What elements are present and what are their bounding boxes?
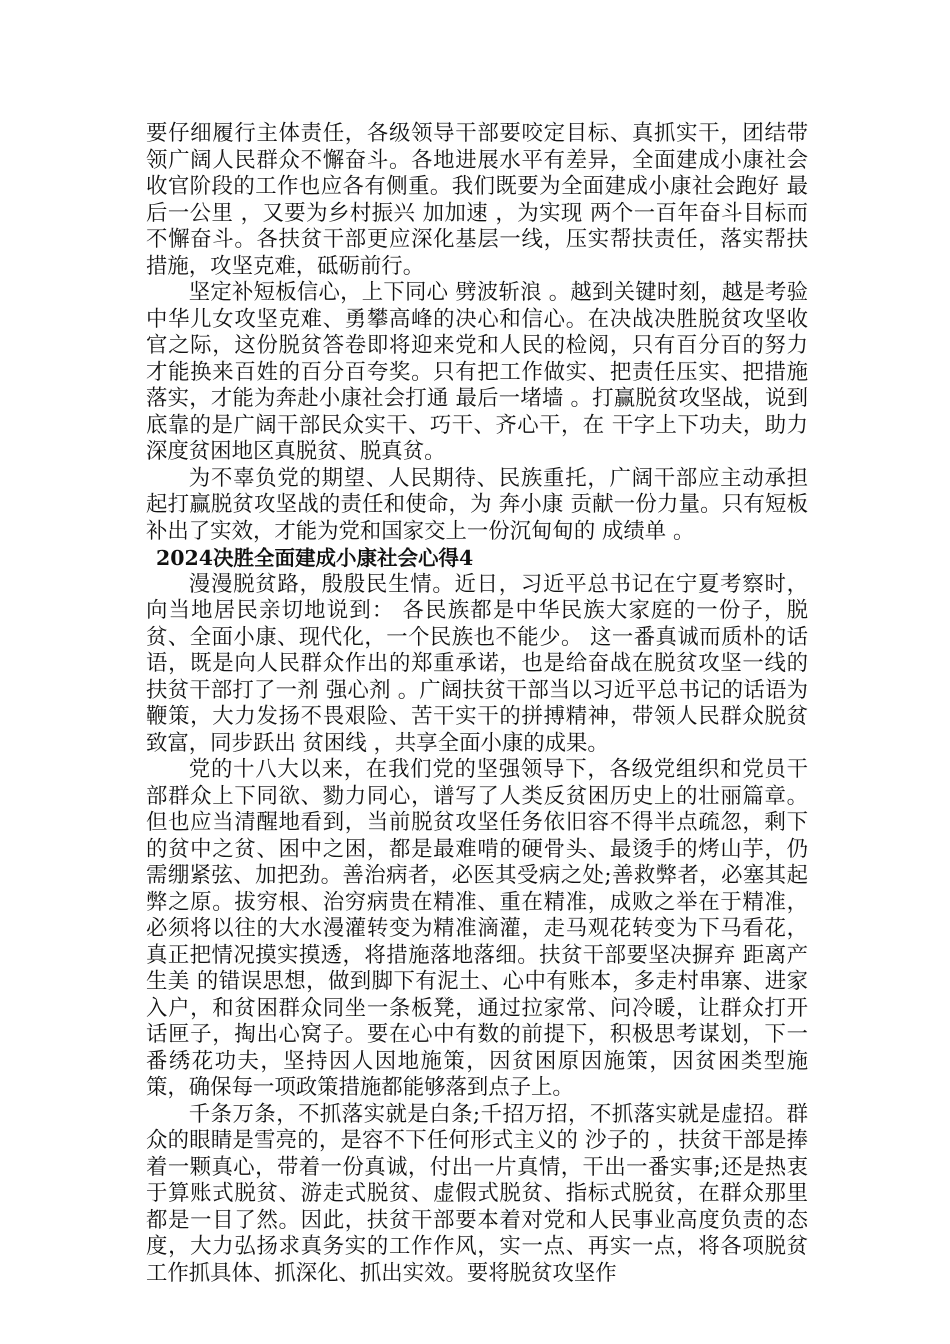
paragraph-2: 坚定补短板信心，上下同心 劈波斩浪 。越到关键时刻，越是考验中华儿女攻坚克难、勇攀高峰的决心和信心。在决战决胜脱贫攻坚收官之际，这份脱贫答卷即将迎来党和人民的检阅，只有百分百的努力才能换来百姓的百分百夸奖。只有把工作做实、把责任压实、把措施落实，才能为奔赴小康社会打通 最后一堵墙 。打赢脱贫攻坚战，说到底靠的是广阔干部民众实干、巧干、齐心干，在 干字上下功夫，助力深度贫困地区真脱贫、脱真贫。 [146, 280, 808, 464]
paragraph-1: 要仔细履行主体责任，各级领导干部要咬定目标、真抓实干，团结带领广阔人民群众不懈奋斗。各地进展水平有差异，全面建成小康社会收官阶段的工作也应各有侧重。我们既要为全面建成小康社会跑好 最后一公里 ，又要为乡村振兴 加加速 ，为实现 两个一百年奋斗目标而不懈奋斗。各扶贫干部更应深化基层一线，压实帮扶责任，落实帮扶措施，攻坚克难，砥砺前行。 [146, 121, 808, 279]
document-page [146, 121, 808, 1287]
section-heading: 2024决胜全面建成小康社会心得4 [156, 546, 474, 570]
paragraph-4: 漫漫脱贫路，殷殷民生情。近日，习近平总书记在宁夏考察时，向当地居民亲切地说到： 各民族都是中华民族大家庭的一份子，脱贫、全面小康、现代化，一个民族也不能少。 这一番真诚而质朴的话语，既是向人民群众作出的郑重承诺，也是给奋战在脱贫攻坚一线的扶贫干部打了一剂 强心剂 。广阔扶贫干部当以习近平总书记的话语为鞭策，大力发扬不畏艰险、苦干实干的拼搏精神，带领人民群众脱贫致富，同步跃出 贫困线 ，共享全面小康的成果。 [146, 571, 808, 756]
paragraph-3: 为不辜负党的期望、人民期待、民族重托，广阔干部应主动承担起打赢脱贫攻坚战的责任和使命，为 奔小康 贡献一份力量。只有短板补出了实效，才能为党和国家交上一份沉甸甸的 成绩单 。 [146, 465, 808, 544]
paragraph-5: 党的十八大以来，在我们党的坚强领导下，各级党组织和党员干部群众上下同欲、勠力同心，谱写了人类反贫困历史上的壮丽篇章。但也应当清醒地看到，当前脱贫攻坚任务依旧容不得半点疏忽，剩下的贫中之贫、困中之困，都是最难啃的硬骨头、最烫手的烤山芋，仍需绷紧弦、加把劲。善治病者，必医其受病之处;善救弊者，必塞其起弊之原。拔穷根、治穷病贵在精准、重在精准，成败之举在于精准，必须将以往的大水漫灌转变为精准滴灌，走马观花转变为下马看花，真正把情况摸实摸透，将措施落地落细。扶贫干部要坚决摒弃 距离产生美 的错误思想，做到脚下有泥土、心中有账本，多走村串寨、进家入户，和贫困群众同坐一条板凳，通过拉家常、问冷暖，让群众打开话匣子，掏出心窝子。要在心中有数的前提下，积极思考谋划，下一番绣花功夫，坚持因人因地施策，因贫困原因施策，因贫困类型施策，确保每一项政策措施都能够落到点子上。 [146, 757, 808, 1100]
paragraph-6: 千条万条，不抓落实就是白条;千招万招，不抓落实就是虚招。群众的眼睛是雪亮的，是容不下任何形式主义的 沙子的 ，扶贫干部是捧着一颗真心，带着一份真诚，付出一片真情，干出一番实事;还是热衷于算账式脱贫、游走式脱贫、虚假式脱贫、指标式脱贫，在群众那里都是一目了然。因此，扶贫干部要本着对党和人民事业高度负责的态度，大力弘扬求真务实的工作作风，实一点、再实一点，将各项脱贫工作抓具体、抓深化、抓出实效。要将脱贫攻坚作 [146, 1101, 808, 1286]
